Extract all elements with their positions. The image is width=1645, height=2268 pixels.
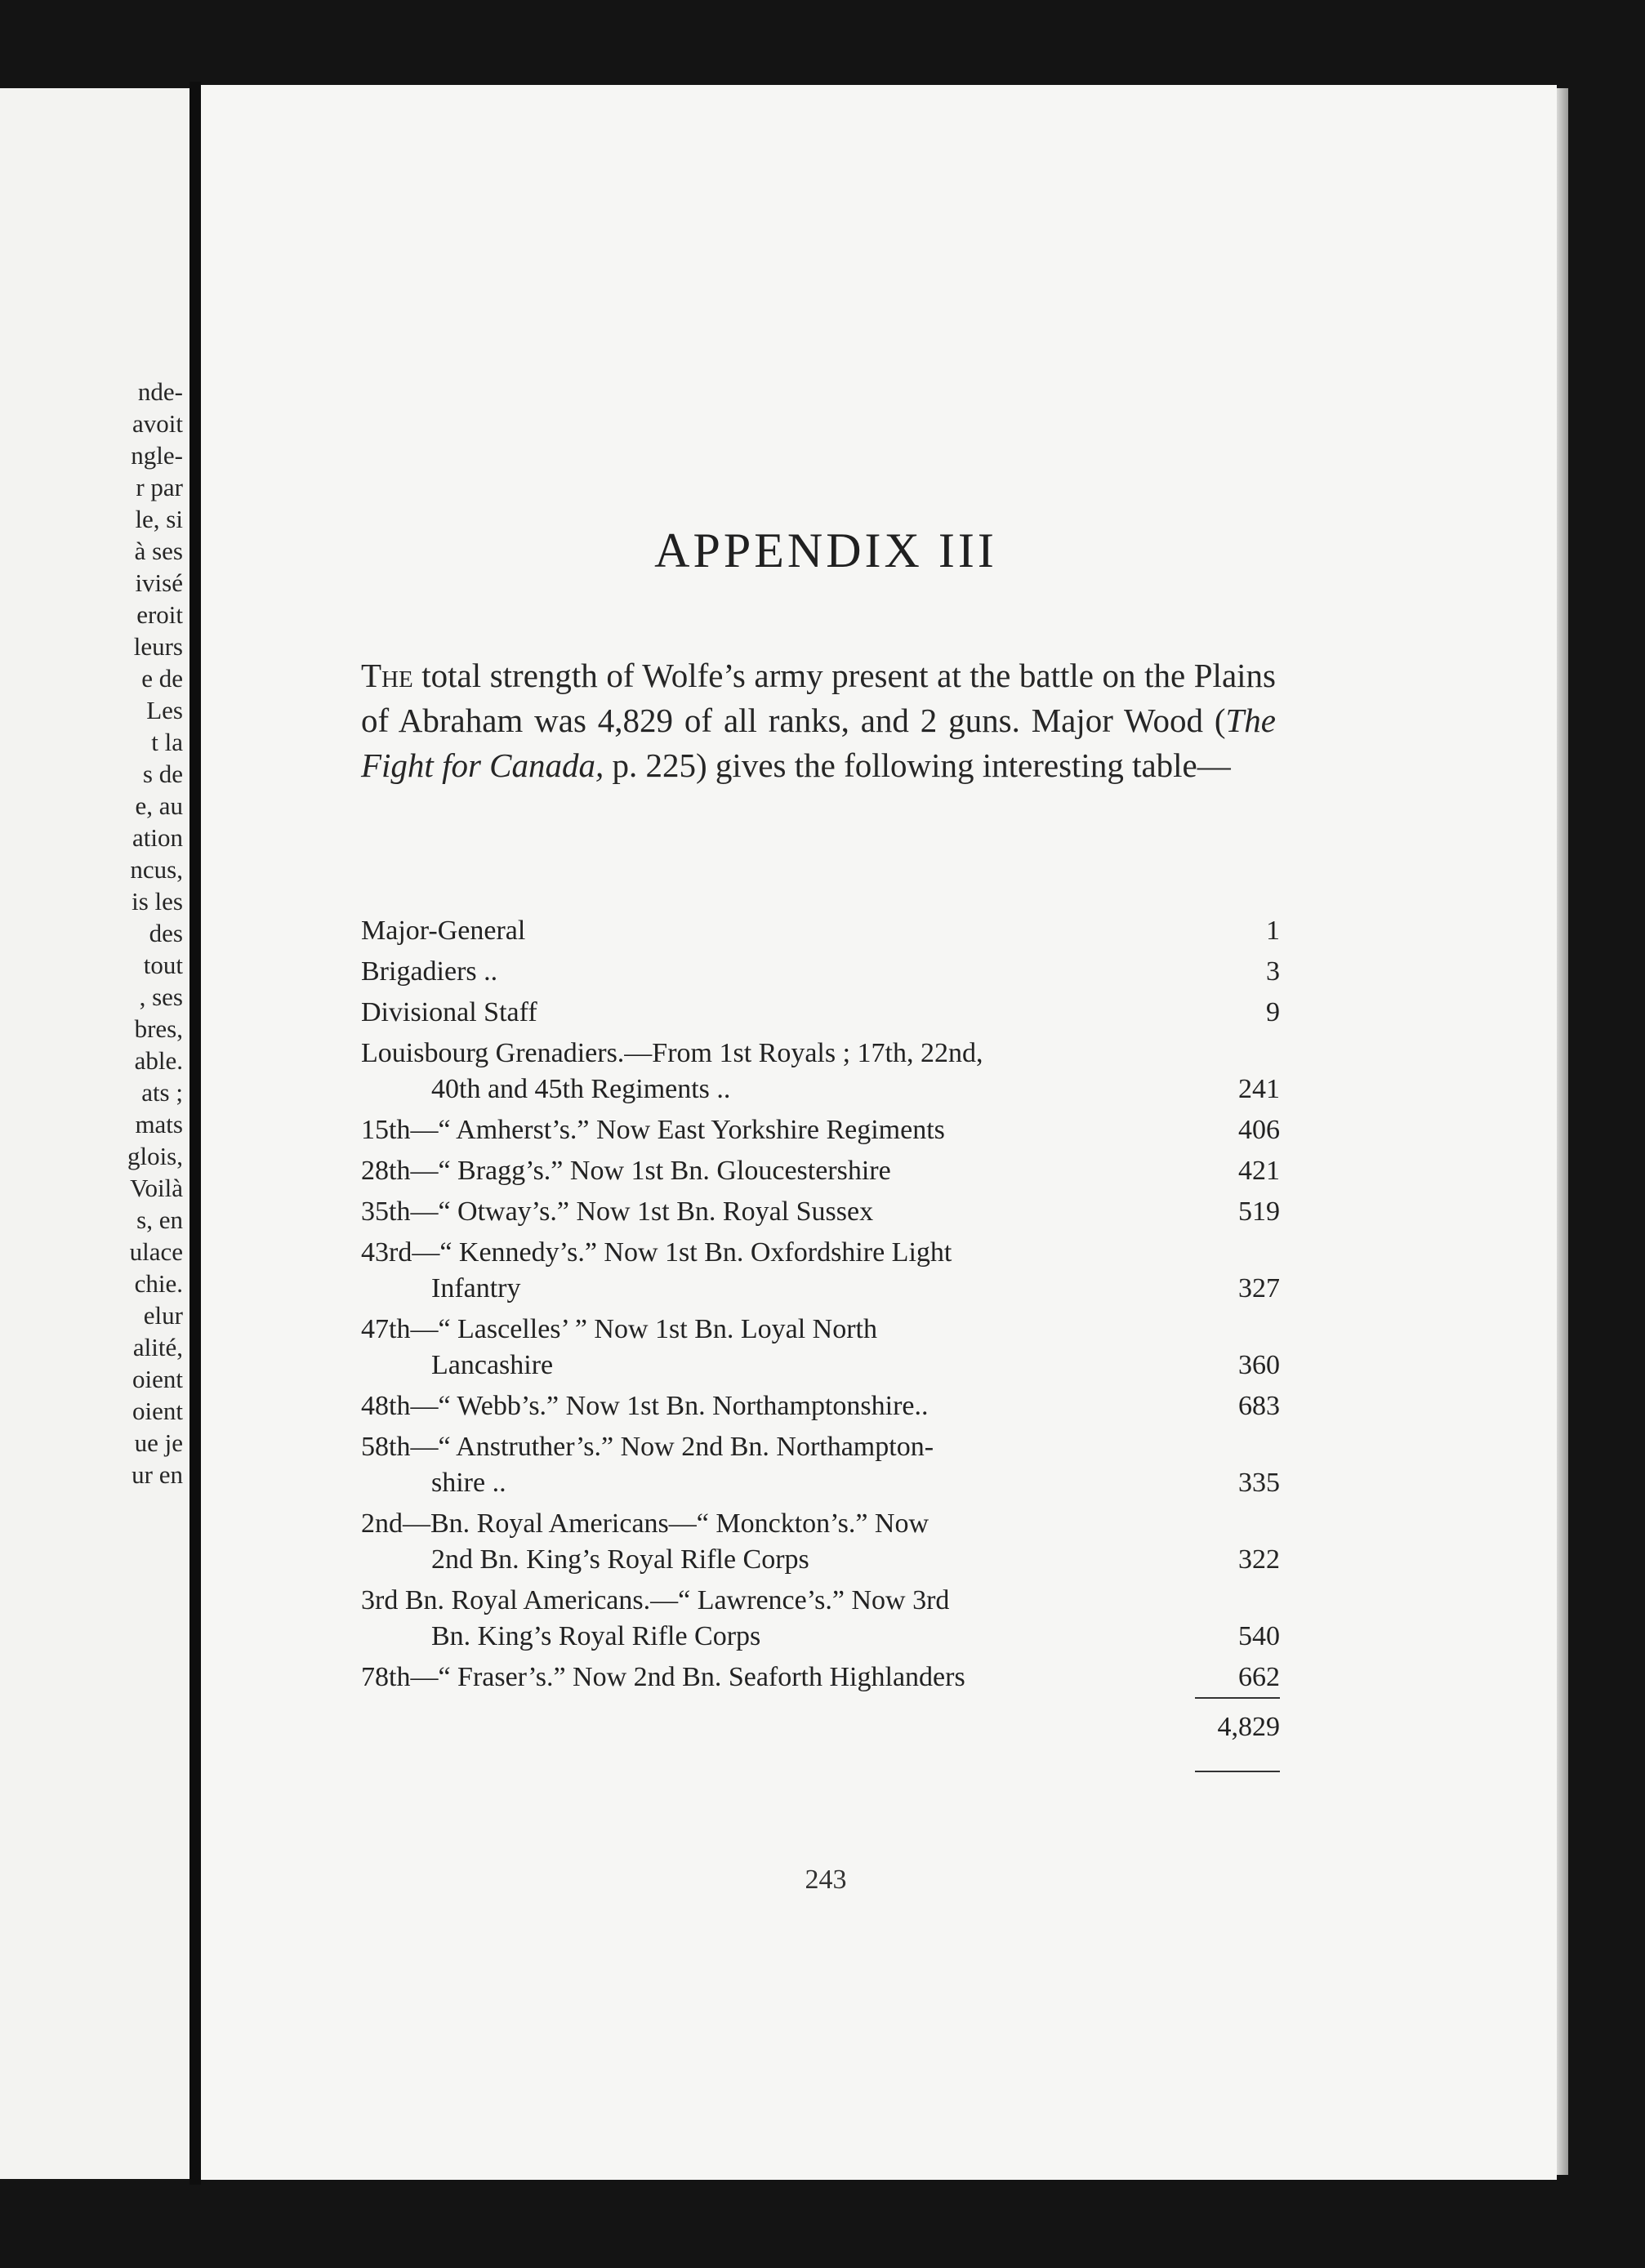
unit-description [361, 913, 1182, 949]
facing-page-line: à ses [134, 537, 183, 565]
unit-line: 2nd—Bn. Royal Americans—“ Monckton’s.” Now [361, 1508, 929, 1539]
total-rule-bottom [1195, 1771, 1280, 1772]
facing-page-line: eroit [136, 600, 183, 629]
unit-strength: 3 [1266, 956, 1280, 987]
unit-description [361, 1312, 1182, 1384]
unit-strength: 519 [1238, 1196, 1280, 1227]
unit-strength: 335 [1238, 1468, 1280, 1498]
table-row [361, 1660, 1280, 1695]
facing-page-line: ivisé [135, 568, 183, 597]
unit-strength: 421 [1238, 1156, 1280, 1186]
unit-description [361, 1153, 1182, 1189]
unit-description [361, 1112, 1182, 1148]
facing-page-line: alité, [132, 1333, 183, 1361]
unit-strength: 327 [1238, 1273, 1280, 1303]
facing-page-line: r par [136, 473, 183, 501]
intro-text-2: p. 225) gives the following interesting table— [604, 746, 1231, 784]
unit-line: 15th—“ Amherst’s.” Now East Yorkshire Regiments [361, 1115, 945, 1145]
unit-strength: 662 [1238, 1662, 1280, 1692]
unit-line: 58th—“ Anstruther’s.” Now 2nd Bn. Northampton- [361, 1432, 934, 1462]
unit-line: Brigadiers .. [361, 956, 498, 987]
facing-page [0, 88, 189, 2179]
unit-line: Bn. King’s Royal Rifle Corps [431, 1621, 761, 1651]
facing-page-line: ue je [134, 1428, 183, 1457]
facing-page-line: des [149, 919, 183, 947]
facing-page-text [3, 376, 183, 1490]
facing-page-line: ulace [129, 1237, 183, 1266]
unit-strength: 1 [1266, 916, 1280, 946]
table-row [361, 1235, 1280, 1307]
total-value: 4,829 [1217, 1712, 1280, 1742]
unit-line: 43rd—“ Kennedy’s.” Now 1st Bn. Oxfordshire Light [361, 1237, 952, 1268]
book-gutter [189, 82, 201, 2185]
unit-line: shire .. [431, 1468, 506, 1498]
facing-page-line: elur [143, 1301, 183, 1330]
unit-description [361, 1388, 1182, 1424]
unit-description [361, 1660, 1182, 1695]
facing-page-line: mats [135, 1110, 183, 1138]
table-row [361, 1429, 1280, 1501]
unit-description [361, 995, 1182, 1031]
unit-line: 2nd Bn. King’s Royal Rifle Corps [431, 1544, 809, 1575]
table-row [361, 1194, 1280, 1230]
unit-description [361, 1235, 1182, 1307]
table-row [361, 1312, 1280, 1384]
facing-page-line: glois, [127, 1142, 183, 1170]
facing-page-line: , ses [139, 983, 183, 1011]
unit-description [361, 1194, 1182, 1230]
unit-description [361, 1583, 1182, 1655]
page-edge [1557, 88, 1568, 2175]
unit-line: 40th and 45th Regiments .. [431, 1074, 731, 1104]
facing-page-line: s de [142, 760, 183, 788]
facing-page-line: is les [132, 887, 183, 916]
army-strength-table [361, 913, 1280, 1700]
facing-page-line: able. [134, 1046, 183, 1075]
intro-text-1: total strength of Wolfe’s army present at the battle on the Plains of Abraham was 4,829 of all ranks, and 2 guns. Major Wood ( [361, 657, 1276, 739]
unit-strength: 360 [1238, 1350, 1280, 1380]
facing-page-line: leurs [133, 632, 183, 661]
unit-line: Lancashire [431, 1350, 554, 1380]
facing-page-line: ation [132, 823, 183, 852]
table-row [361, 1036, 1280, 1107]
unit-strength: 9 [1266, 997, 1280, 1027]
unit-strength: 322 [1238, 1544, 1280, 1575]
facing-page-line: e de [141, 664, 183, 693]
table-row [361, 913, 1280, 949]
facing-page-line: chie. [134, 1269, 183, 1298]
table-row [361, 1506, 1280, 1578]
intro-lead: The [361, 657, 413, 694]
facing-page-line: oient [132, 1397, 183, 1425]
page-number: 243 [805, 1865, 847, 1895]
unit-line: Major-General [361, 916, 526, 946]
unit-line: Louisbourg Grenadiers.—From 1st Royals ; 17th, 22nd, [361, 1038, 983, 1068]
table-row [361, 1388, 1280, 1424]
facing-page-line: avoit [132, 409, 183, 438]
facing-page-line: ngle- [131, 441, 183, 470]
book-title: The Fight for Canada, [361, 702, 1276, 784]
facing-page-line: bres, [134, 1014, 183, 1043]
appendix-title: APPENDIX III [654, 524, 997, 577]
facing-page-line: ats ; [141, 1078, 183, 1107]
facing-page-line: e, au [135, 791, 183, 820]
unit-line: 35th—“ Otway’s.” Now 1st Bn. Royal Sussex [361, 1196, 874, 1227]
facing-page-line: ncus, [130, 855, 183, 884]
table-row [361, 1583, 1280, 1655]
unit-line: 48th—“ Webb’s.” Now 1st Bn. Northamptonshire.. [361, 1391, 929, 1421]
unit-strength: 540 [1238, 1621, 1280, 1651]
facing-page-line: le, si [135, 505, 183, 533]
unit-line: Infantry [431, 1273, 521, 1303]
facing-page-line: Les [146, 696, 183, 724]
unit-description [361, 954, 1182, 990]
total-rule-top [1195, 1697, 1280, 1699]
facing-page-line: t la [151, 728, 183, 756]
unit-description [361, 1506, 1182, 1578]
facing-page-line: ur en [132, 1460, 183, 1489]
unit-line: 3rd Bn. Royal Americans.—“ Lawrence’s.” Now 3rd [361, 1585, 950, 1615]
facing-page-line: oient [132, 1365, 183, 1393]
unit-line: 78th—“ Fraser’s.” Now 2nd Bn. Seaforth Highlanders [361, 1662, 965, 1692]
unit-strength: 241 [1238, 1074, 1280, 1104]
table-row [361, 954, 1280, 990]
facing-page-line: nde- [137, 377, 183, 406]
facing-page-line: Voilà [130, 1174, 183, 1202]
facing-page-line: s, en [136, 1205, 183, 1234]
table-row [361, 1153, 1280, 1189]
facing-page-line: tout [143, 951, 183, 979]
table-row [361, 995, 1280, 1031]
unit-line: Divisional Staff [361, 997, 537, 1027]
unit-description [361, 1036, 1182, 1107]
unit-strength: 683 [1238, 1391, 1280, 1421]
intro-paragraph [361, 653, 1276, 788]
table-row [361, 1112, 1280, 1148]
unit-description [361, 1429, 1182, 1501]
unit-line: 47th—“ Lascelles’ ” Now 1st Bn. Loyal North [361, 1314, 878, 1344]
unit-line: 28th—“ Bragg’s.” Now 1st Bn. Gloucestershire [361, 1156, 891, 1186]
unit-strength: 406 [1238, 1115, 1280, 1145]
